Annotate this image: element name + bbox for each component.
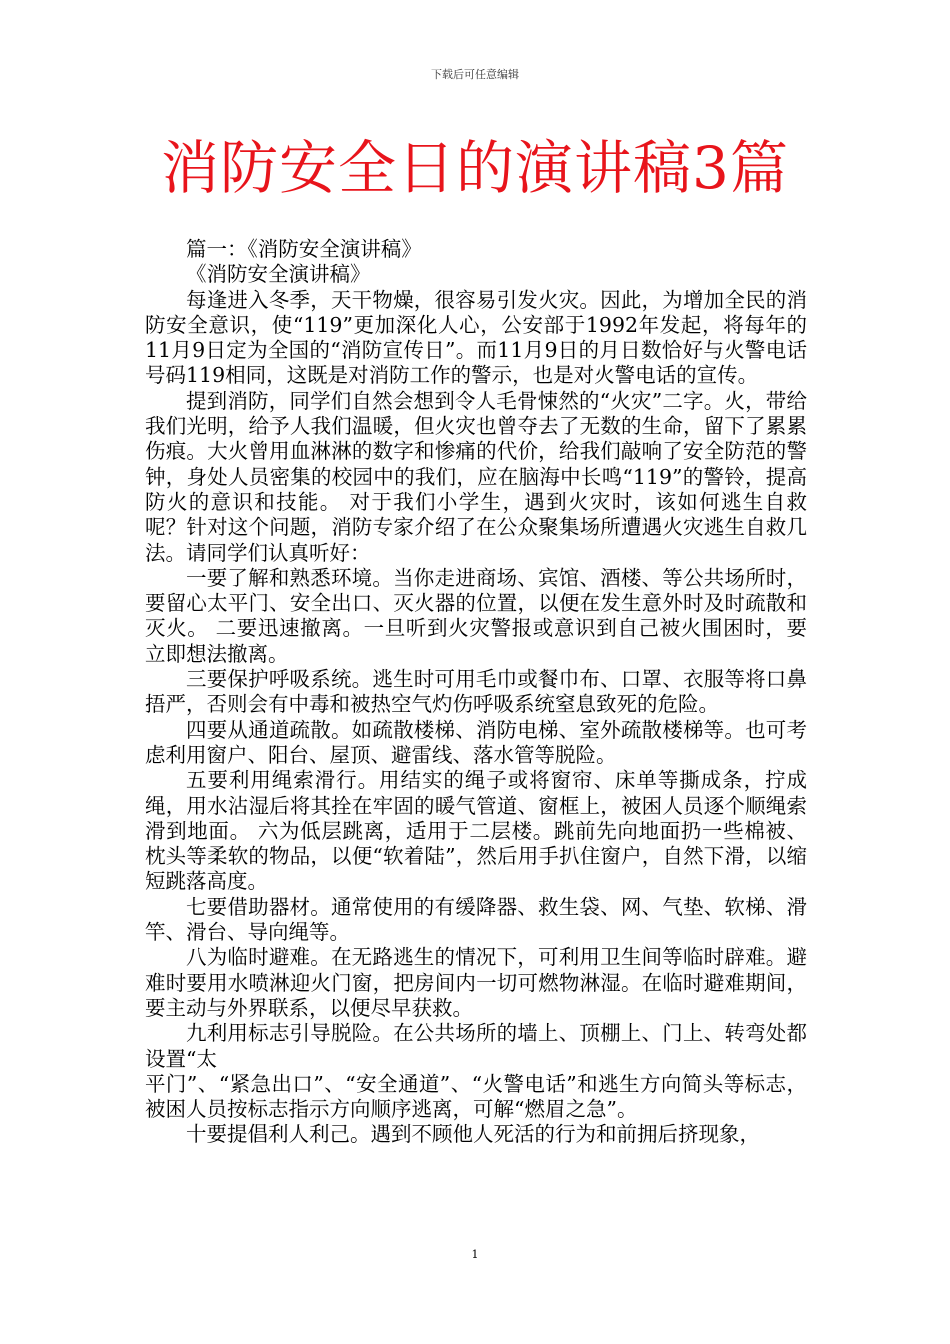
section-heading: 篇一：《消防安全演讲稿》 <box>186 237 422 261</box>
document-title: 消防安全日的演讲稿3篇 <box>161 134 789 202</box>
paragraph-continuation: 平门”、“紧急出口”、“安全通道”、“火警电话”和逃生方向简头等标志，被困人员按标志指示方向顺序逃离，可解“燃眉之急”。 <box>145 1071 807 1122</box>
paragraph: 八为临时避难。在无路逃生的情况下，可利用卫生间等临时辟难。避难时要用水喷淋迎火门窗，把房间内一切可燃物淋湿。在临时避难期间，要主动与外界联系，以便尽早获救。 <box>145 945 807 1020</box>
paragraph: 五要利用绳索滑行。用结实的绳子或将窗帘、床单等撕成条，拧成绳，用水沾湿后将其拴在牢固的暖气管道、窗框上，被困人员逐个顺绳索滑到地面。 六为低层跳离，适用于二层楼。跳前先向地面扔一些棉被、枕头等柔软的物品，以便“软着陆”，然后用手扒住窗户，自然下滑，以缩短跳落高度。 <box>145 768 807 894</box>
header-note: 下载后可任意编辑 <box>431 68 519 81</box>
paragraph: 提到消防，同学们自然会想到令人毛骨悚然的“火灾”二字。火，带给我们光明，给予人我们温暖，但火灾也曾夺去了无数的生命，留下了累累伤痕。大火曾用血淋淋的数字和惨痛的代价，给我们敲响了安全防范的警钟，身处人员密集的校园中的我们，应在脑海中长鸣“119”的警铃，提高防火的意识和技能。 对于我们小学生，遇到火灾时，该如何逃生自救呢？针对这个问题，消防专家介绍了在公众聚集场所遭遇火灾逃生自救几法。请同学们认真听好： <box>145 388 807 565</box>
article-title: 《消防安全演讲稿》 <box>186 262 371 287</box>
document-body <box>145 237 807 1148</box>
paragraph: 每逢进入冬季，天干物燥，很容易引发火灾。因此，为增加全民的消防安全意识，使“119”更加深化人心，公安部于1992年发起，将每年的11月9日定为全国的“消防宣传日”。而11月9日的月日数恰好与火警电话号码119相同，这既是对消防工作的警示，也是对火警电话的宣传。 <box>145 287 807 388</box>
page-number: 1 <box>471 1248 479 1261</box>
paragraph: 九利用标志引导脱险。在公共场所的墙上、顶棚上、门上、转弯处都设置“太 <box>145 1021 807 1071</box>
paragraph: 四要从通道疏散。如疏散楼梯、消防电梯、室外疏散楼梯等。也可考虑利用窗户、阳台、屋顶、避雷线、落水管等脱险。 <box>145 717 807 767</box>
paragraph: 十要提倡利人利己。遇到不顾他人死活的行为和前拥后挤现象， <box>186 1122 760 1147</box>
paragraph: 三要保护呼吸系统。逃生时可用毛巾或餐巾布、口罩、衣服等将口鼻捂严，否则会有中毒和被热空气灼伤呼吸系统窒息致死的危险。 <box>145 667 807 717</box>
paragraph: 七要借助器材。通常使用的有缓降器、救生袋、网、气垫、软梯、滑竿、滑台、导向绳等。 <box>145 894 807 945</box>
paragraph: 一要了解和熟悉环境。当你走进商场、宾馆、酒楼、等公共场所时，要留心太平门、安全出口、灭火器的位置，以便在发生意外时及时疏散和灭火。 二要迅速撤离。一旦听到火灾警报或意识到自己被火围困时，要立即想法撤离。 <box>145 565 807 666</box>
